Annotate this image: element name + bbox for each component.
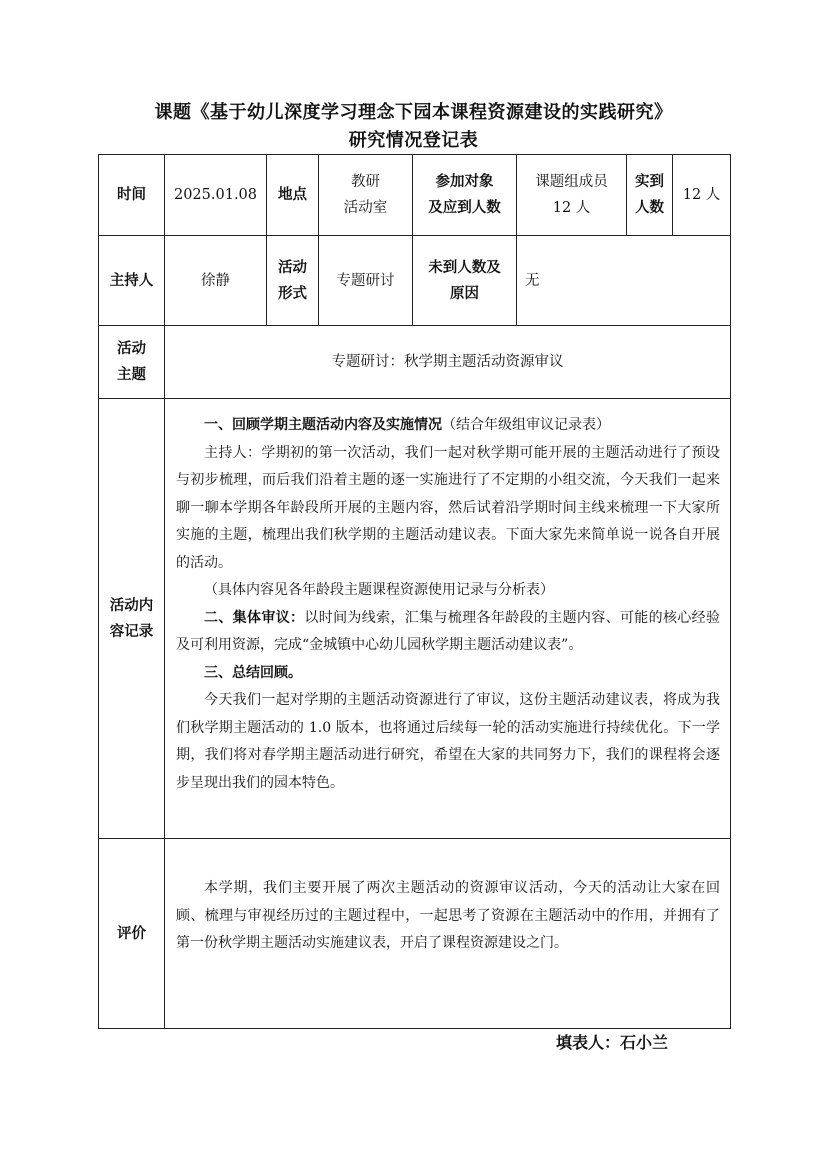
filler-signature: 填表人：石小兰: [556, 1033, 669, 1052]
section1-title: [176, 412, 720, 440]
record-label: [99, 399, 165, 839]
theme-value: 专题研讨：秋学期主题活动资源审议: [165, 326, 731, 399]
actual-label-line2: 人数: [635, 200, 664, 216]
form-label-line1: 活动: [278, 259, 307, 276]
place-value-line2: 活动室: [343, 200, 388, 216]
actual-label: [627, 155, 673, 236]
theme-label-line1: 活动: [117, 341, 146, 357]
absent-label-line2: 原因: [450, 285, 479, 302]
attend-value: [517, 155, 627, 236]
section2-heading: 二、集体审议：: [204, 609, 305, 626]
form-label: [267, 236, 319, 326]
absent-value: 无: [517, 236, 731, 326]
form-value: 专题研讨: [319, 236, 413, 326]
theme-label-line2: 主题: [117, 367, 146, 383]
document-title: 课题《基于幼儿深度学习理念下园本课程资源建设的实践研究》: [154, 102, 673, 123]
section2-text: 以时间为线索，汇集与梳理各年龄段的主题内容、可能的核心经验及可利用资源，完成“金城镇中心幼儿园秋学期主题活动建议表”。: [176, 609, 721, 653]
attend-value-line2: 12 人: [552, 200, 591, 216]
row-host: [99, 236, 731, 326]
row-time: [99, 155, 731, 236]
record-label-line1: 活动内: [109, 597, 154, 614]
document-subtitle: 研究情况登记表: [348, 130, 479, 151]
row-evaluation: [99, 839, 731, 1029]
record-label-line2: 容记录: [109, 623, 154, 640]
place-label: 地点: [267, 155, 319, 236]
section3-paragraph: 今天我们一起对学期的主题活动资源进行了审议，这份主题活动建议表，将成为我们秋学期主题活动的 1.0 版本，也将通过后续每一轮的活动实施进行持续优化。下一学期，我们将对春学期主题活动进行研究，希望在大家的共同努力下，我们的课程将会逐步呈现出我们的园本特色。: [176, 692, 720, 791]
absent-label-line1: 未到人数及: [428, 259, 501, 276]
place-value: [319, 155, 413, 236]
place-value-line1: 教研: [351, 174, 380, 190]
section1-reference: （具体内容见各年龄段主题课程资源使用记录与分析表）: [204, 582, 554, 598]
form-label-line2: 形式: [278, 285, 307, 302]
actual-value: 12 人: [673, 155, 731, 236]
eval-content: [165, 839, 731, 1029]
registration-table: [98, 154, 731, 1029]
section2: [176, 605, 720, 660]
attend-label-line2: 及应到人数: [428, 200, 501, 216]
eval-label: 评价: [99, 839, 165, 1029]
eval-paragraph: 本学期，我们主要开展了两次主题活动的资源审议活动，今天的活动让大家在回顾、梳理与审视经历过的主题过程中，一起思考了资源在主题活动中的作用，并拥有了第一份秋学期主题活动实施建议表，开启了课程资源建设之门。: [176, 880, 720, 951]
theme-label: [99, 326, 165, 399]
time-label: 时间: [99, 155, 165, 236]
time-value: 2025.01.08: [165, 155, 267, 236]
section3-heading: 三、总结回顾。: [204, 664, 302, 681]
attend-value-line1: 课题组成员: [535, 174, 608, 190]
row-theme: [99, 326, 731, 399]
host-value: 徐静: [165, 236, 267, 326]
actual-label-line1: 实到: [635, 174, 664, 190]
attend-label: [413, 155, 517, 236]
host-label: 主持人: [99, 236, 165, 326]
attend-label-line1: 参加对象: [435, 174, 494, 190]
section1-heading: 一、回顾学期主题活动内容及实施情况: [204, 417, 442, 433]
absent-label: [413, 236, 517, 326]
section1-paragraph: 主持人：学期初的第一次活动，我们一起对秋学期可能开展的主题活动进行了预设与初步梳理，而后我们沿着主题的逐一实施进行了不定期的小组交流，今天我们一起来聊一聊本学期各年龄段所开展的主题内容，然后试着沿学期时间主线来梳理一下大家所实施的主题，梳理出我们秋学期的主题活动建议表。下面大家先来简单说一说各自开展的活动。: [176, 444, 720, 571]
row-record: [99, 399, 731, 839]
record-content: [165, 399, 731, 839]
section1-note: （结合年级组审议记录表）: [442, 417, 610, 433]
